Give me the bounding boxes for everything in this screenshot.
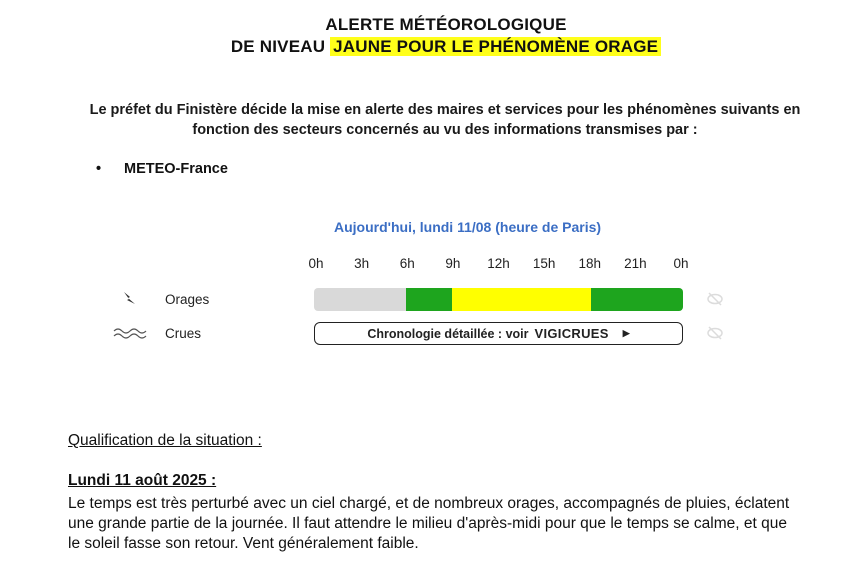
situation-day-heading: Lundi 11 août 2025 : bbox=[68, 472, 217, 489]
timeline-hours bbox=[0, 256, 848, 276]
hour-tick-label: 0h bbox=[308, 256, 324, 271]
timeline-date: Aujourd'hui, lundi 11/08 (heure de Paris) bbox=[334, 219, 602, 235]
play-arrow-icon: ▶ bbox=[622, 328, 630, 338]
vigicrues-link[interactable] bbox=[314, 322, 683, 345]
hour-tick-label: 18h bbox=[578, 256, 602, 271]
hour-tick-label: 12h bbox=[487, 256, 510, 271]
alert-level-highlight: JAUNE POUR LE PHÉNOMÈNE ORAGE bbox=[330, 37, 661, 56]
lightning-icon bbox=[122, 290, 138, 310]
orages-segment-green bbox=[591, 288, 683, 311]
hour-tick-label: 3h bbox=[354, 256, 370, 271]
hour-tick-label: 6h bbox=[399, 256, 415, 271]
row-label-orages: Orages bbox=[165, 292, 210, 307]
alert-title-line1: ALERTE MÉTÉOROLOGIQUE bbox=[325, 15, 567, 34]
alert-title-prefix: DE NIVEAU bbox=[230, 37, 331, 56]
eye-off-icon bbox=[706, 291, 724, 310]
situation-heading: Qualification de la situation : bbox=[68, 432, 262, 449]
orages-segment-green bbox=[406, 288, 452, 311]
vigicrues-logo: VIGICRUES bbox=[534, 326, 609, 341]
row-label-crues: Crues bbox=[165, 326, 202, 341]
alert-title-line2 bbox=[22, 37, 848, 57]
waves-icon bbox=[113, 326, 149, 344]
orages-segment-none bbox=[314, 288, 406, 311]
eye-off-icon bbox=[706, 325, 724, 344]
orages-timeline-bar bbox=[314, 288, 683, 311]
bullet-dot: • bbox=[96, 161, 102, 177]
hour-tick-label: 9h bbox=[445, 256, 461, 271]
hour-tick-label: 15h bbox=[532, 256, 556, 271]
hour-tick-label: 0h bbox=[673, 256, 689, 271]
hour-tick-label: 21h bbox=[624, 256, 647, 271]
intro-text: Le préfet du Finistère décide la mise en alerte des maires et services pour les phénomènes suivants en fonction des secteurs concernés au vu des informations transmises par : bbox=[89, 102, 801, 138]
source-item bbox=[96, 161, 228, 177]
vigicrues-link-text: Chronologie détaillée : voir bbox=[367, 326, 529, 341]
situation-text: Le temps est très perturbé avec un ciel chargé, et de nombreux orages, accompagnés de pluies, éclatent une grande partie de la journée. Il faut attendre le milieu d'après-midi pour que le temps se calme, et que le soleil fasse son retour. Vent généralement faible. bbox=[68, 495, 790, 552]
source-label: METEO-France bbox=[124, 161, 228, 177]
orages-segment-yellow bbox=[452, 288, 590, 311]
